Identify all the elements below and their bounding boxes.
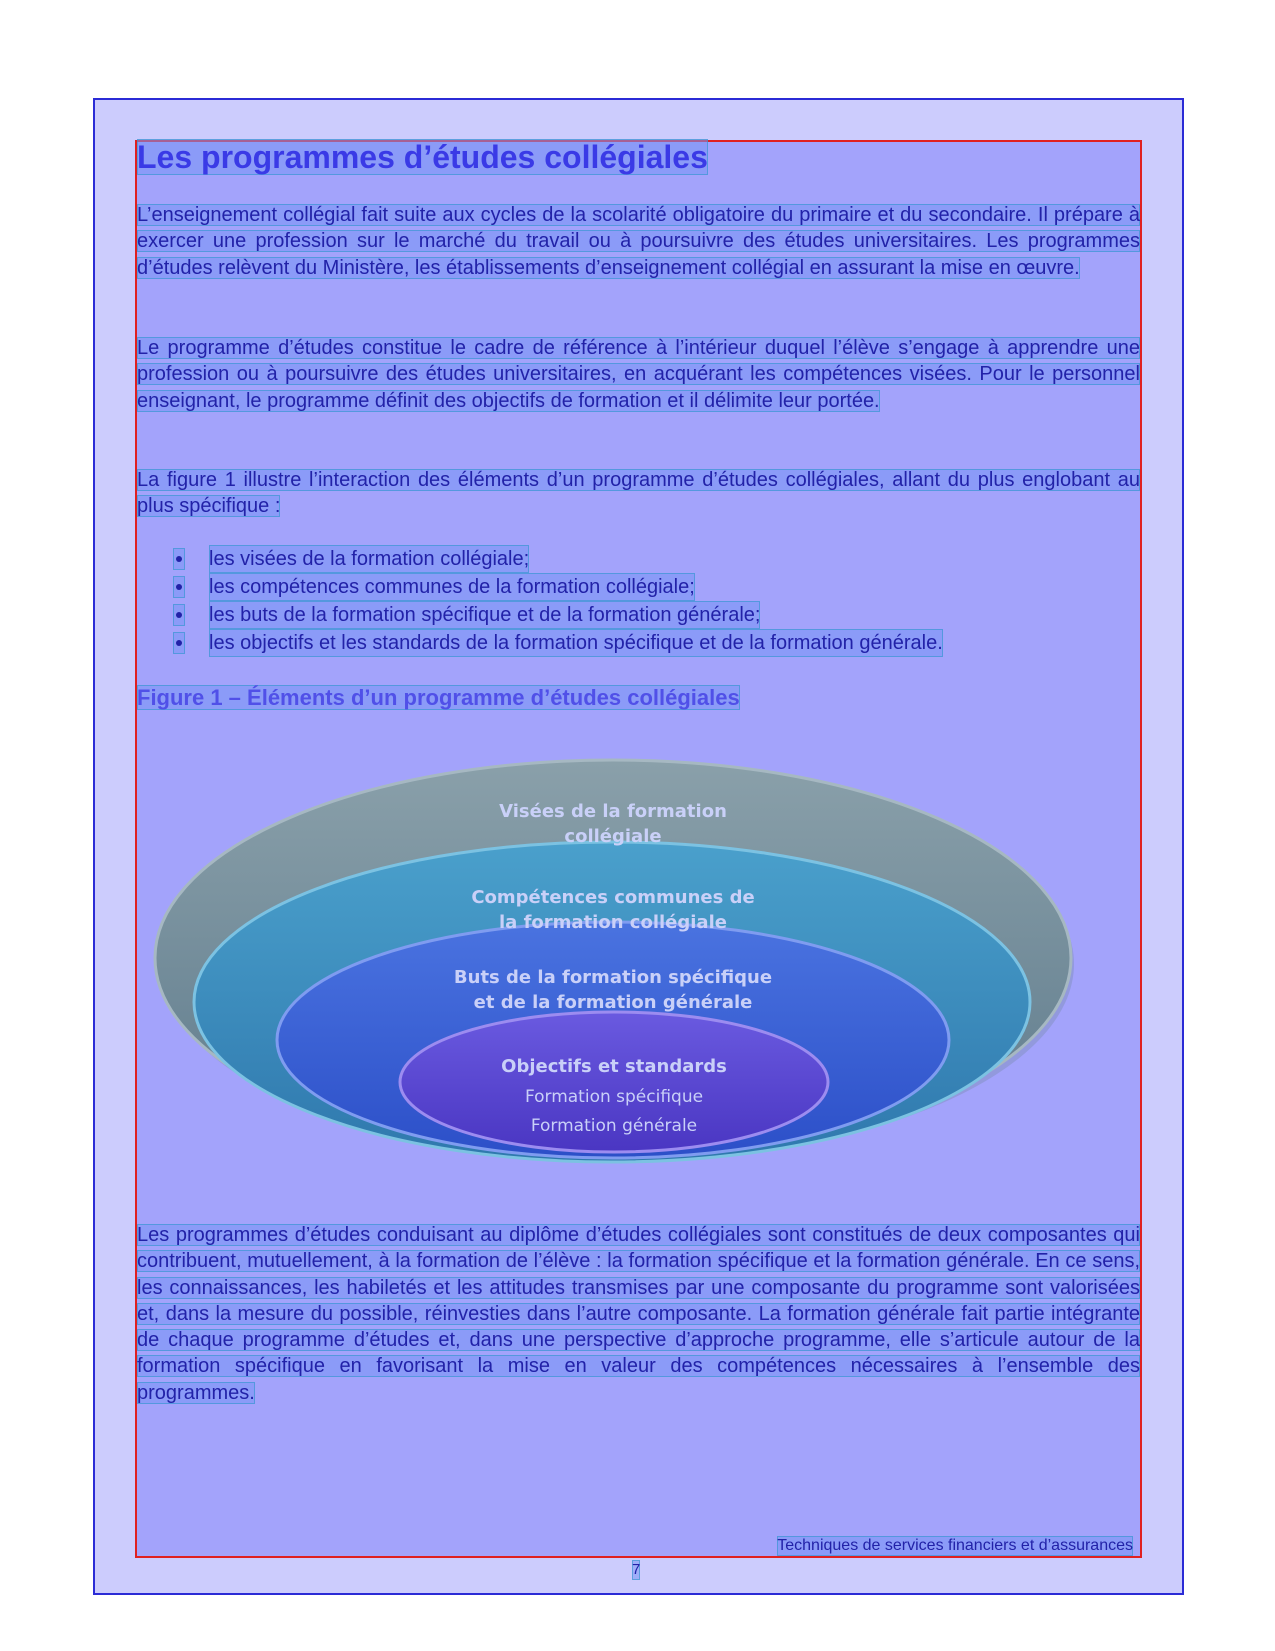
page-title bbox=[137, 138, 708, 176]
intro-paragraph-text: L’enseignement collégial fait suite aux cycles de la scolarité obligatoire du primaire et du secondaire. Il prépare à exercer une profession sur le marché du travail ou à poursuivre des études universitaires. Les programmes d’études relèvent du Ministère, les établissements d’enseignement collégial en assurant la mise en œuvre. bbox=[137, 204, 1140, 279]
program-paragraph-text: Le programme d’études constitue le cadre de référence à l’intérieur duquel l’élève s’engage à apprendre une profession ou à poursuivre des études universitaires, en acquérant les compétences visées. Pour le personnel enseignant, le programme définit des objectifs de formation et il délimite leur portée. bbox=[137, 337, 1140, 412]
closing-paragraph-text: Les programmes d’études conduisant au diplôme d’études collégiales sont constitués de deux composantes qui contribuent, mutuellement, à la formation de l’élève : la formation spécifique et la formation générale. En ce sens, les connaissances, les habiletés et les attitudes transmises par une composante du programme sont valorisées et, dans la mesure du possible, réinvesties dans l’autre composante. La formation générale fait partie intégrante de chaque programme d’études et, dans une perspective d’approche programme, elle s’articule autour de la formation spécifique en favorisant la mise en valeur des compétences nécessaires à l’ensemble des programmes. bbox=[137, 1224, 1140, 1404]
ring-label-objectifs-line2: Formation spécifique bbox=[524, 1087, 704, 1107]
ring-label-competences-line1: Compétences communes de bbox=[471, 887, 755, 908]
figure-intro-paragraph-text: La figure 1 illustre l’interaction des éléments d’un programme d’études collégiales, allant du plus englobant au plus spécifique : bbox=[137, 469, 1140, 518]
list-item-text: les compétences communes de la formation collégiale; bbox=[209, 573, 695, 601]
intro-paragraph bbox=[137, 202, 1140, 281]
figure-caption-text: Figure 1 – Éléments d’un programme d’études collégiales bbox=[137, 685, 740, 710]
bullet-icon bbox=[173, 632, 185, 654]
page-title-text: Les programmes d’études collégiales bbox=[137, 139, 708, 175]
list-item bbox=[173, 601, 943, 629]
list-item-text: les visées de la formation collégiale; bbox=[209, 545, 529, 573]
ring-label-objectifs-line1: Objectifs et standards bbox=[501, 1056, 727, 1077]
figure-intro-paragraph bbox=[137, 467, 1140, 520]
bullet-list bbox=[173, 545, 943, 657]
ring-label-buts-line2: et de la formation générale bbox=[473, 992, 753, 1013]
bullet-icon bbox=[173, 576, 185, 598]
ring-label-objectifs-line3: Formation générale bbox=[530, 1116, 698, 1136]
program-paragraph bbox=[137, 335, 1140, 414]
closing-paragraph bbox=[137, 1222, 1140, 1406]
list-item bbox=[173, 629, 943, 657]
bullet-icon bbox=[173, 604, 185, 626]
nested-ellipse-diagram bbox=[130, 740, 1140, 1180]
page-number: 7 bbox=[632, 1561, 641, 1578]
list-item-text: les objectifs et les standards de la formation spécifique et de la formation générale. bbox=[209, 629, 943, 657]
ring-label-visees-line1: Visées de la formation bbox=[499, 801, 727, 822]
bullet-icon bbox=[173, 548, 185, 570]
ring-label-buts-line1: Buts de la formation spécifique bbox=[453, 967, 773, 988]
list-item bbox=[173, 545, 943, 573]
figure-caption bbox=[137, 684, 740, 712]
footer-program-name: Techniques de services financiers et d’assurances bbox=[777, 1537, 1133, 1554]
ring-label-visees-line2: collégiale bbox=[564, 826, 662, 847]
ring-label-competences-line2: la formation collégiale bbox=[499, 912, 727, 933]
list-item-text: les buts de la formation spécifique et de la formation générale; bbox=[209, 601, 760, 629]
list-item bbox=[173, 573, 943, 601]
